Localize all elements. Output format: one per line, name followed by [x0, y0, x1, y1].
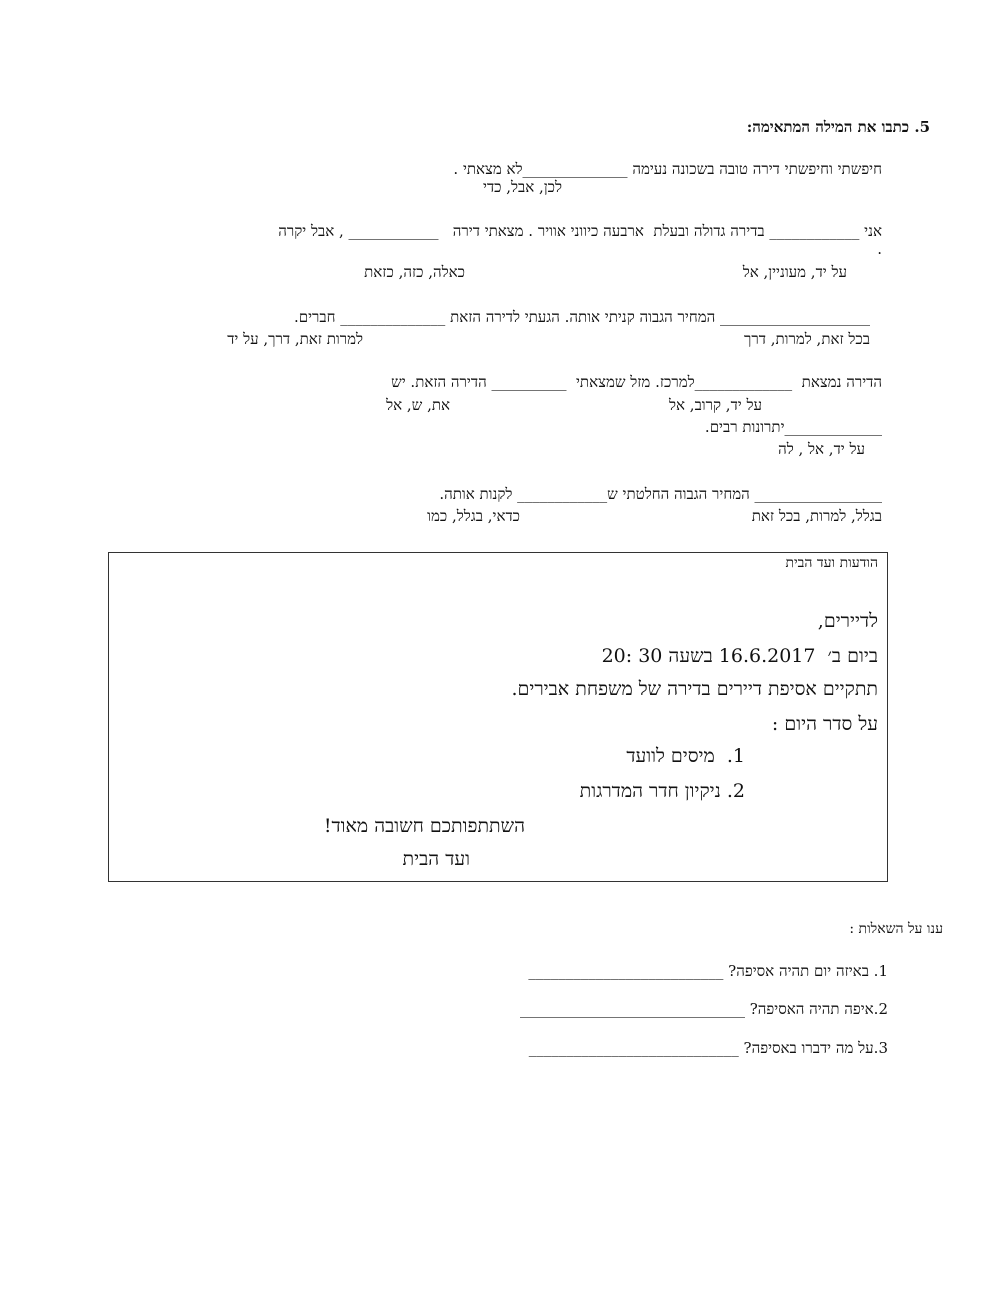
sentence-5: _________________ המחיר הגבוה החלטתי ש____________ לקנות אותה.	[439, 485, 882, 503]
agenda-item: 2. ניקיון חדר המדרגות	[579, 780, 745, 802]
question-1: 1. באיזה יום תהיה אסיפה? __________________________	[528, 962, 888, 980]
sentence-4-options-left: את, ש, אל	[386, 396, 450, 414]
question-2: 2.איפה תהיה האסיפה? ______________________________	[519, 1000, 888, 1018]
sentence-5-options-left: כדאי, בגלל, כמו	[427, 507, 520, 525]
exercise-title: 5. כתבו את המילה המתאימה:	[746, 118, 930, 136]
sentence-3: ____________________ המחיר הגבוה קניתי אותה. הגעתי לדירה הזאת ______________ חברים.	[294, 308, 870, 326]
questions-title: ענו על השאלות :	[849, 921, 943, 937]
sentence-4: הדירה נמצאת _____________למרכז. מזל שמצאתי __________ הדירה הזאת. יש	[391, 373, 882, 391]
agenda-item: 1. מיסים לוועד	[626, 745, 745, 767]
sentence-2-options-left: כאלה, כזה, כזאת	[364, 263, 465, 281]
sentence-4-options-right: על יד, קרוב, אל	[669, 396, 762, 414]
notice-signature: ועד הבית	[402, 848, 470, 870]
sentence-3-options-right: בכל זאת, למרות, דרך	[744, 330, 870, 348]
sentence-3-options-left: למרות זאת, דרך, על יד	[227, 330, 363, 348]
sentence-2-end: .	[877, 240, 882, 258]
notice-date: ביום ב׳ 16.6.2017 בשעה 30 :20	[601, 645, 878, 667]
sentence-5-options-right: בגלל, למרות, בכל זאת	[751, 507, 882, 525]
sentence-1-options: לכן, אבל, כדי	[483, 178, 562, 196]
sentence-2-options-right: על יד, מעוניין, אל	[742, 263, 847, 281]
sentence-2: אני ____________ בדירה גדולה ובעלת ארבעה כיווני אוויר . מצאתי דירה ____________ , אבל יקרה	[278, 222, 882, 240]
notice-agenda-title: על סדר היום :	[771, 713, 878, 735]
sentence-4-line2: _____________יתרונות רבים.	[704, 418, 882, 436]
notice-meeting: תתקיים אסיפת דיירים בדירה של משפחת אבירים.	[511, 678, 878, 700]
sentence-1: חיפשתי וחיפשתי דירה טובה בשכונה נעימה ______________לא מצאתי .	[453, 160, 882, 178]
notice-header: הודעות ועד הבית	[785, 555, 878, 571]
notice-greeting: לדיירים,	[817, 610, 878, 632]
question-3: 3.על מה ידברו באסיפה? ____________________________	[528, 1039, 888, 1057]
notice-closing: השתתפותכם חשובה מאוד!	[323, 815, 525, 837]
sentence-4-options3: על יד, אל , לה	[778, 440, 865, 458]
